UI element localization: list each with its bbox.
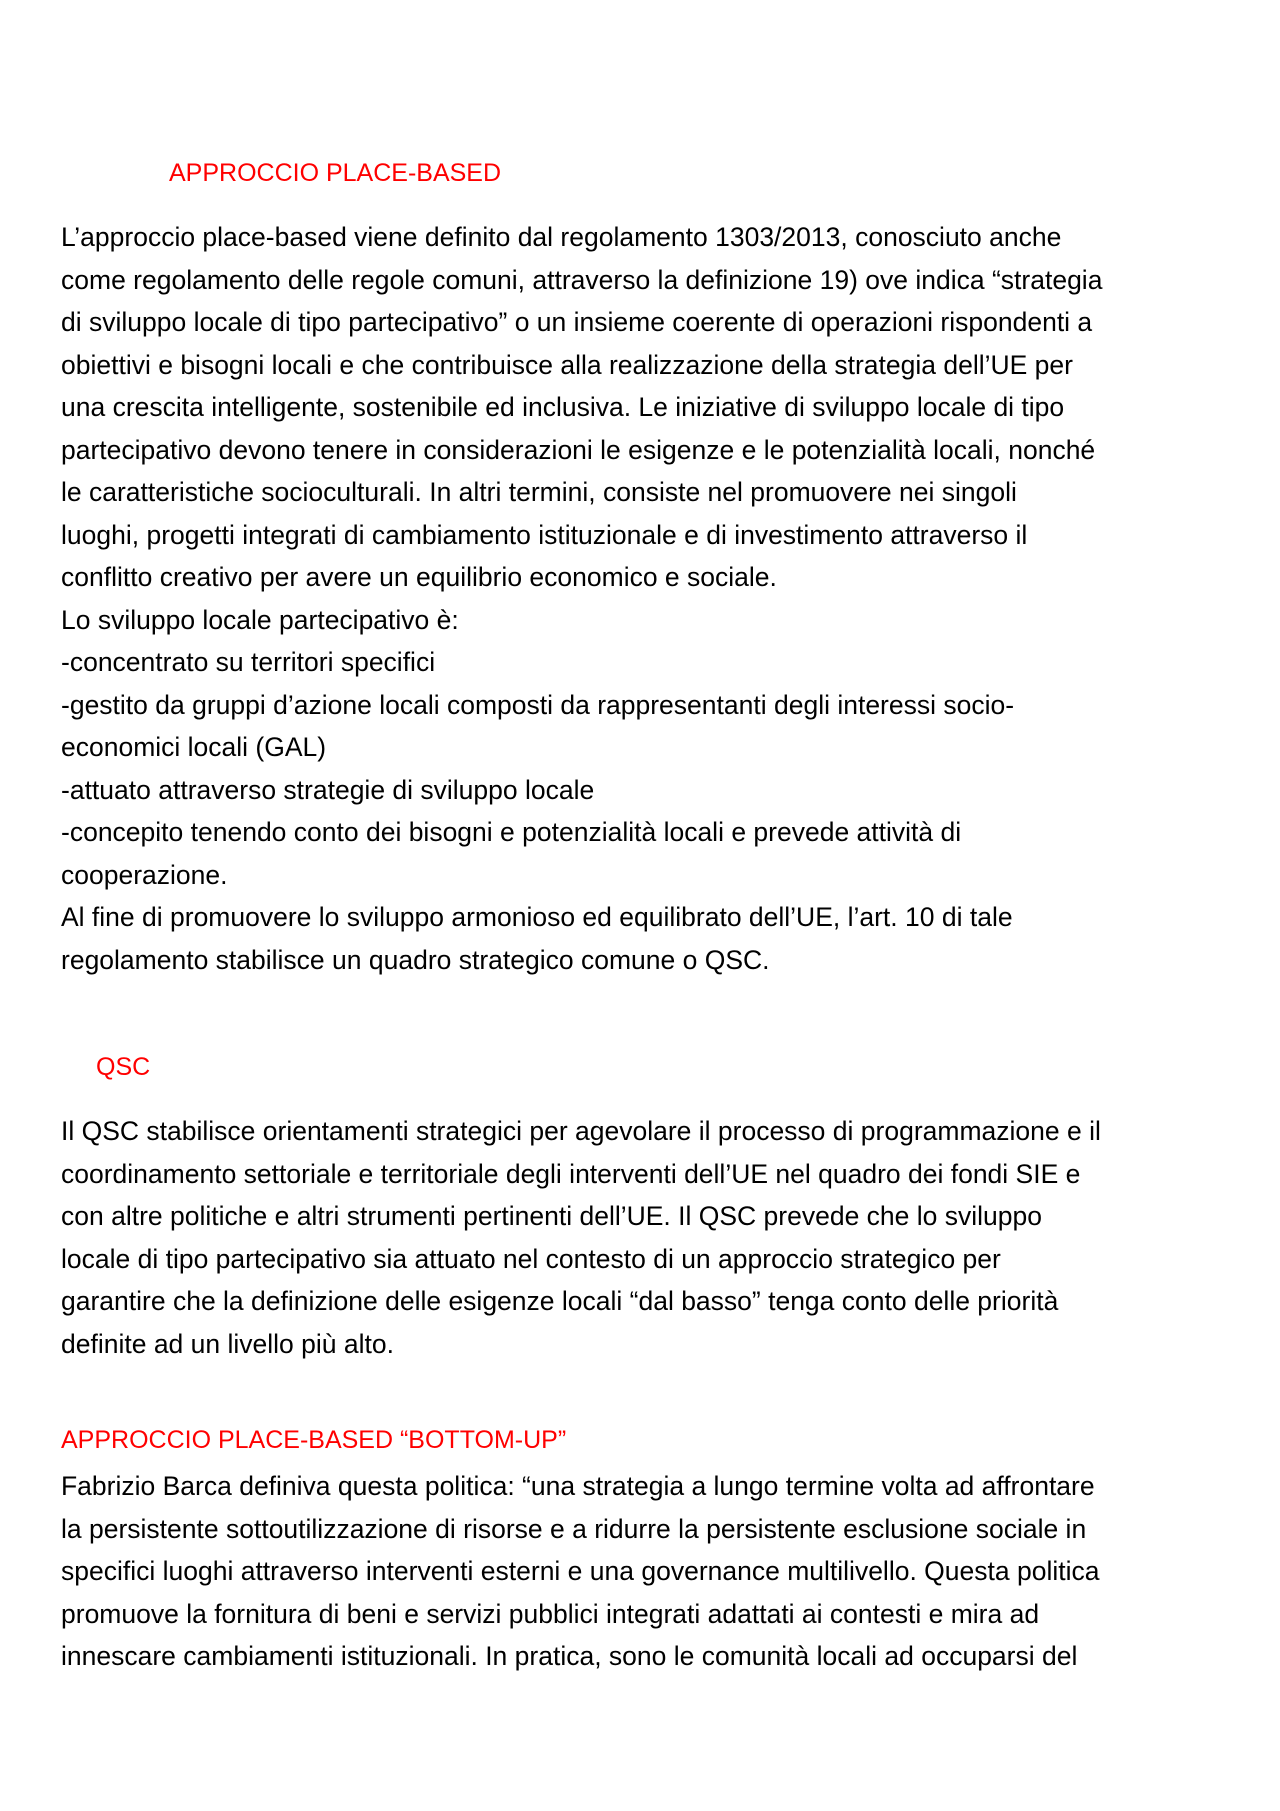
section-body-approccio-place-based xyxy=(61,216,1181,981)
paragraph-line: di sviluppo locale di tipo partecipativo” o un insieme coerente di operazioni rispondenti a xyxy=(61,307,1093,337)
paragraph-line: coordinamento settoriale e territoriale degli interventi dell’UE nel quadro dei fondi SIE e xyxy=(61,1158,1081,1189)
paragraph-line: locale di tipo partecipativo sia attuato nel contesto di un approccio strategico per xyxy=(61,1243,1001,1274)
paragraph-line: Al fine di promuovere lo sviluppo armonioso ed equilibrato dell’UE, l’art. 10 di tale xyxy=(61,902,1013,932)
paragraph-line: la persistente sottoutilizzazione di risorse e a ridurre la persistente esclusione sociale in xyxy=(61,1513,1087,1544)
paragraph-line: partecipativo devono tenere in considerazioni le esigenze e le potenzialità locali, nonché xyxy=(61,434,1096,465)
paragraph-line: con altre politiche e altri strumenti pertinenti dell’UE. Il QSC prevede che lo sviluppo xyxy=(61,1201,1042,1231)
paragraph-line: luoghi, progetti integrati di cambiamento istituzionale e di investimento attraverso il xyxy=(61,519,1028,550)
paragraph-line: obiettivi e bisogni locali e che contribuisce alla realizzazione della strategia dell’UE per xyxy=(61,349,1073,380)
section-body-qsc xyxy=(61,1110,1181,1365)
paragraph-line: L’approccio place-based viene definito dal regolamento 1303/2013, conosciuto anche xyxy=(61,222,1062,252)
section-heading-qsc: QSC xyxy=(96,1053,151,1081)
paragraph-line: le caratteristiche socioculturali. In altri termini, consiste nel promuovere nei singoli xyxy=(61,477,1017,507)
paragraph-line: garantire che la definizione delle esigenze locali “dal basso” tenga conto delle priorità xyxy=(61,1286,1059,1316)
paragraph-line: promuove la fornitura di beni e servizi pubblici integrati adattati ai contesti e mira ad xyxy=(61,1598,1040,1629)
paragraph-line: conflitto creativo per avere un equilibrio economico e sociale. xyxy=(61,562,777,592)
paragraph-line: innescare cambiamenti istituzionali. In pratica, sono le comunità locali ad occuparsi del xyxy=(61,1641,1078,1671)
paragraph-line: Lo sviluppo locale partecipativo è: xyxy=(61,604,459,635)
paragraph-line: una crescita intelligente, sostenibile ed inclusiva. Le iniziative di sviluppo locale di tipo xyxy=(61,392,1065,422)
paragraph-line: definite ad un livello più alto. xyxy=(61,1328,394,1359)
paragraph-line: regolamento stabilisce un quadro strategico comune o QSC. xyxy=(61,944,770,975)
section-heading-approccio-place-based: APPROCCIO PLACE-BASED xyxy=(169,159,502,187)
list-item: -gestito da gruppi d’azione locali composti da rappresentanti degli interessi socio- xyxy=(61,689,1015,720)
list-item: economici locali (GAL) xyxy=(61,732,327,762)
section-heading-approccio-bottom-up: APPROCCIO PLACE-BASED “BOTTOM-UP” xyxy=(61,1426,567,1454)
list-item: cooperazione. xyxy=(61,859,228,890)
section-body-approccio-bottom-up xyxy=(61,1465,1181,1678)
paragraph-line: Il QSC stabilisce orientamenti strategici per agevolare il processo di programmazione e il xyxy=(61,1116,1101,1146)
list-item: -concepito tenendo conto dei bisogni e potenzialità locali e prevede attività di xyxy=(61,817,962,847)
paragraph-line: Fabrizio Barca definiva questa politica: “una strategia a lungo termine volta ad affrontare xyxy=(61,1471,1095,1501)
paragraph-line: specifici luoghi attraverso interventi esterni e una governance multilivello. Questa politica xyxy=(61,1556,1100,1586)
list-item: -concentrato su territori specifici xyxy=(61,647,436,677)
list-item: -attuato attraverso strategie di sviluppo locale xyxy=(61,774,595,805)
paragraph-line: come regolamento delle regole comuni, attraverso la definizione 19) ove indica “strategia xyxy=(61,264,1103,295)
